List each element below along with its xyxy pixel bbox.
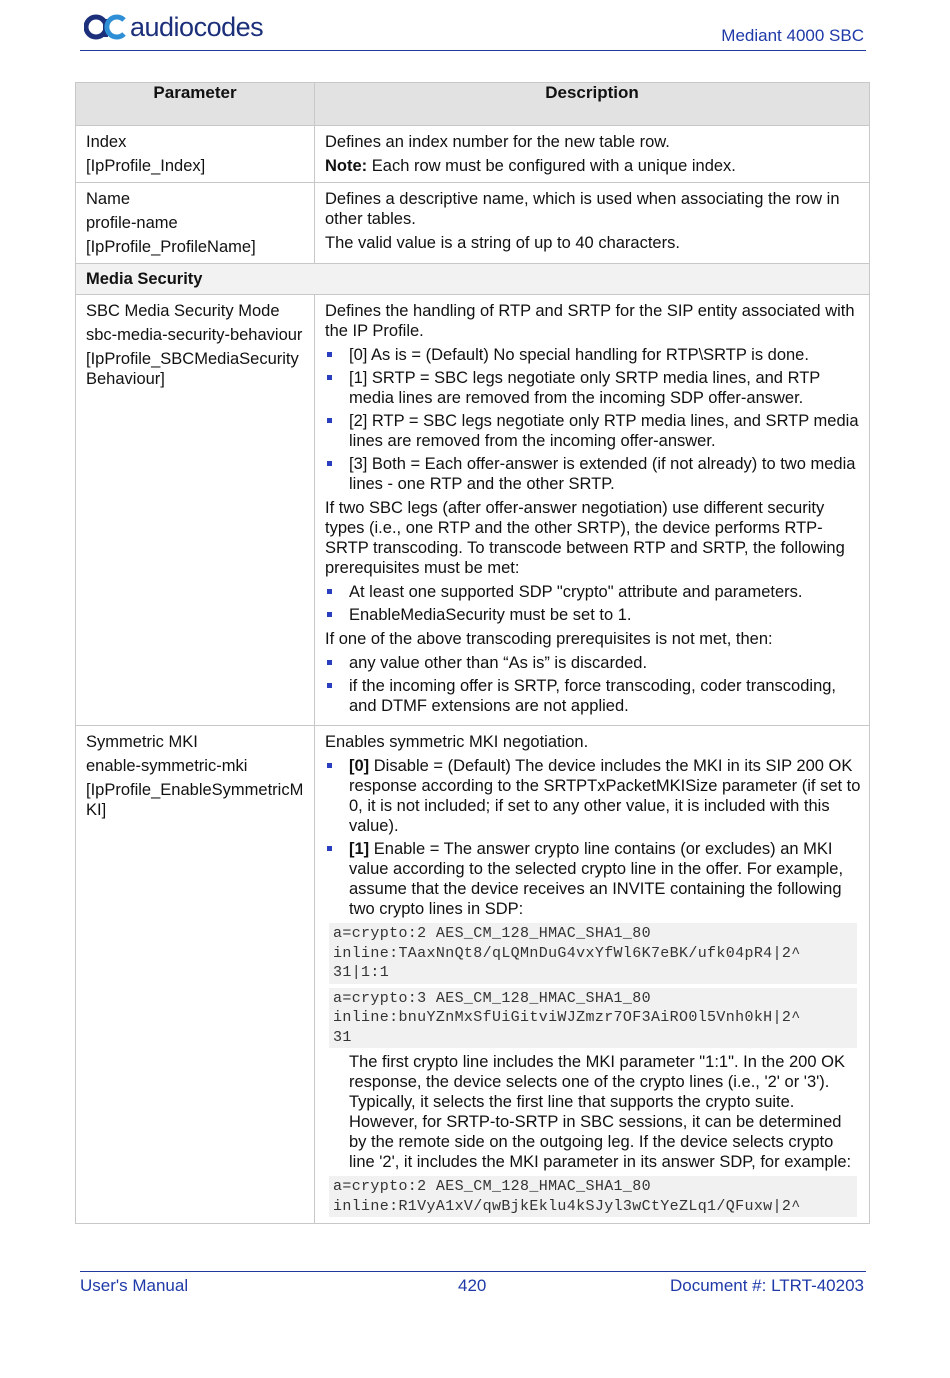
param-label: Name xyxy=(86,190,131,208)
description-text: Defines an index number for the new table row. xyxy=(325,133,670,151)
note-text: Each row must be configured with a unique index. xyxy=(367,157,736,175)
option-list xyxy=(325,756,863,919)
note xyxy=(325,156,863,176)
param-label: Index xyxy=(86,133,127,151)
document-number: Document #: LTRT-40203 xyxy=(669,1276,864,1295)
list-item: [1] SRTP = SBC legs negotiate only SRTP media lines, and RTP media lines are removed from the incoming SDP offer-answer. xyxy=(325,368,863,408)
code-block xyxy=(329,1176,857,1217)
page-number: 420 xyxy=(458,1276,487,1295)
code-line: inline:bnuYZnMxSfUiGitviWJZmzr7OF3AiRO0l5Vnh0kH|2^ xyxy=(333,1009,801,1026)
param-cli-name: profile-name xyxy=(86,214,178,232)
option-text: Enable = The answer crypto line contains (or excludes) an MKI value according to the selected crypto line in the offer. For example, assume that the device receives an INVITE containing the following two crypto lines in SDP: xyxy=(349,840,844,918)
param-ini-name: [IpProfile_SBCMediaSecurityBehaviour] xyxy=(86,350,299,388)
parameter-table xyxy=(75,82,870,1224)
code-line: a=crypto:2 AES_CM_128_HMAC_SHA1_80 xyxy=(333,925,651,942)
option-list xyxy=(325,345,863,494)
param-ini-name: [IpProfile_ProfileName] xyxy=(86,238,256,256)
description-text: If one of the above transcoding prerequisites is not met, then: xyxy=(325,630,773,648)
code-line: inline:TAaxNnQt8/qLQMnDuG4vxYfWl6K7eBK/ufk04pR4|2^ xyxy=(333,944,801,962)
param-label: SBC Media Security Mode xyxy=(86,302,280,320)
param-ini-name: [IpProfile_Index] xyxy=(86,157,206,175)
prerequisite-list xyxy=(325,582,863,625)
description-cell xyxy=(315,295,870,726)
param-ini-name: [IpProfile_EnableSymmetricMKI] xyxy=(86,781,304,819)
param-cell xyxy=(76,126,315,183)
list-item xyxy=(325,756,863,836)
description-text: Enables symmetric MKI negotiation. xyxy=(325,733,589,751)
footer-manual-title: User's Manual xyxy=(80,1276,189,1295)
table-row-symmetric-mki xyxy=(76,726,870,1224)
code-block xyxy=(329,923,857,984)
param-cli-name: sbc-media-security-behaviour xyxy=(86,326,303,344)
column-header-parameter: Parameter xyxy=(76,83,315,126)
param-cell xyxy=(76,295,315,726)
code-line: a=crypto:3 AES_CM_128_HMAC_SHA1_80 xyxy=(333,989,651,1007)
list-item: any value other than “As is” is discarded. xyxy=(325,653,863,673)
code-line: 31 xyxy=(333,1028,352,1046)
code-line: inline:R1VyA1xV/qwBjkEklu4kSJyl3wCtYeZLq1/QFuxw|2^ xyxy=(333,1197,801,1215)
note-label: Note: xyxy=(325,157,368,175)
description-text: If two SBC legs (after offer-answer negotiation) use different security types (i.e., one RTP and the other SRTP), the device performs RTP-SRTP transcoding. To transcode between RTP and SRTP, the following prerequisites must be met: xyxy=(325,499,845,577)
table-header-row xyxy=(76,83,870,126)
param-label: Symmetric MKI xyxy=(86,733,198,751)
description-cell xyxy=(315,183,870,264)
list-item: if the incoming offer is SRTP, force transcoding, coder transcoding, and DTMF extensions are not applied. xyxy=(325,676,863,716)
code-line: 31|1:1 xyxy=(333,964,390,981)
product-name: Mediant 4000 SBC xyxy=(721,26,864,45)
page-footer xyxy=(80,1271,866,1295)
list-item: At least one supported SDP "crypto" attribute and parameters. xyxy=(325,582,863,602)
audiocodes-logo-icon xyxy=(84,13,128,41)
description-cell xyxy=(315,726,870,1224)
page-header xyxy=(80,10,866,51)
column-header-description: Description xyxy=(315,83,870,126)
list-item: [3] Both = Each offer-answer is extended (if not already) to two media lines - one RTP and the other SRTP. xyxy=(325,454,863,494)
description-text: The valid value is a string of up to 40 characters. xyxy=(325,234,680,252)
description-text: Defines the handling of RTP and SRTP for the SIP entity associated with the IP Profile. xyxy=(325,302,855,340)
audiocodes-logo xyxy=(84,12,263,42)
param-cli-name: enable-symmetric-mki xyxy=(86,757,248,775)
section-title: Media Security xyxy=(76,264,870,295)
not-met-list xyxy=(325,653,863,716)
description-cell xyxy=(315,126,870,183)
description-text: Defines a descriptive name, which is used when associating the row in other tables. xyxy=(325,190,840,228)
table-row-index xyxy=(76,126,870,183)
list-item: [0] As is = (Default) No special handling for RTP\SRTP is done. xyxy=(325,345,863,365)
list-item: [2] RTP = SBC legs negotiate only RTP media lines, and SRTP media lines are removed from the incoming offer-answer. xyxy=(325,411,863,451)
option-value: [1] xyxy=(349,840,370,858)
option-value: [0] xyxy=(349,757,370,775)
brand-wordmark: audiocodes xyxy=(130,12,264,42)
section-row-media-security xyxy=(76,264,870,295)
param-cell xyxy=(76,726,315,1224)
table-row-sbc-media-security-mode xyxy=(76,295,870,726)
option-text: Disable = (Default) The device includes the MKI in its SIP 200 OK response according to the SRTPTxPacketMKISize parameter (if set to 0, it is not included; if set to any other value, it is included with this value). xyxy=(349,757,861,835)
code-line: a=crypto:2 AES_CM_128_HMAC_SHA1_80 xyxy=(333,1178,651,1195)
param-cell xyxy=(76,183,315,264)
table-row-name xyxy=(76,183,870,264)
description-text: The first crypto line includes the MKI parameter "1:1". In the 200 OK response, the device selects one of the crypto lines (i.e., '2' or '3'). Typically, it selects the first line that supports the crypto suite. However, for SRTP-to-SRTP in SBC sessions, it can be determined by the remote side on the outgoing leg. If the device selects crypto line '2', it includes the MKI parameter in its answer SDP, for example: xyxy=(349,1053,852,1171)
list-item: EnableMediaSecurity must be set to 1. xyxy=(325,605,863,625)
list-item xyxy=(325,839,863,919)
code-block xyxy=(329,988,857,1049)
